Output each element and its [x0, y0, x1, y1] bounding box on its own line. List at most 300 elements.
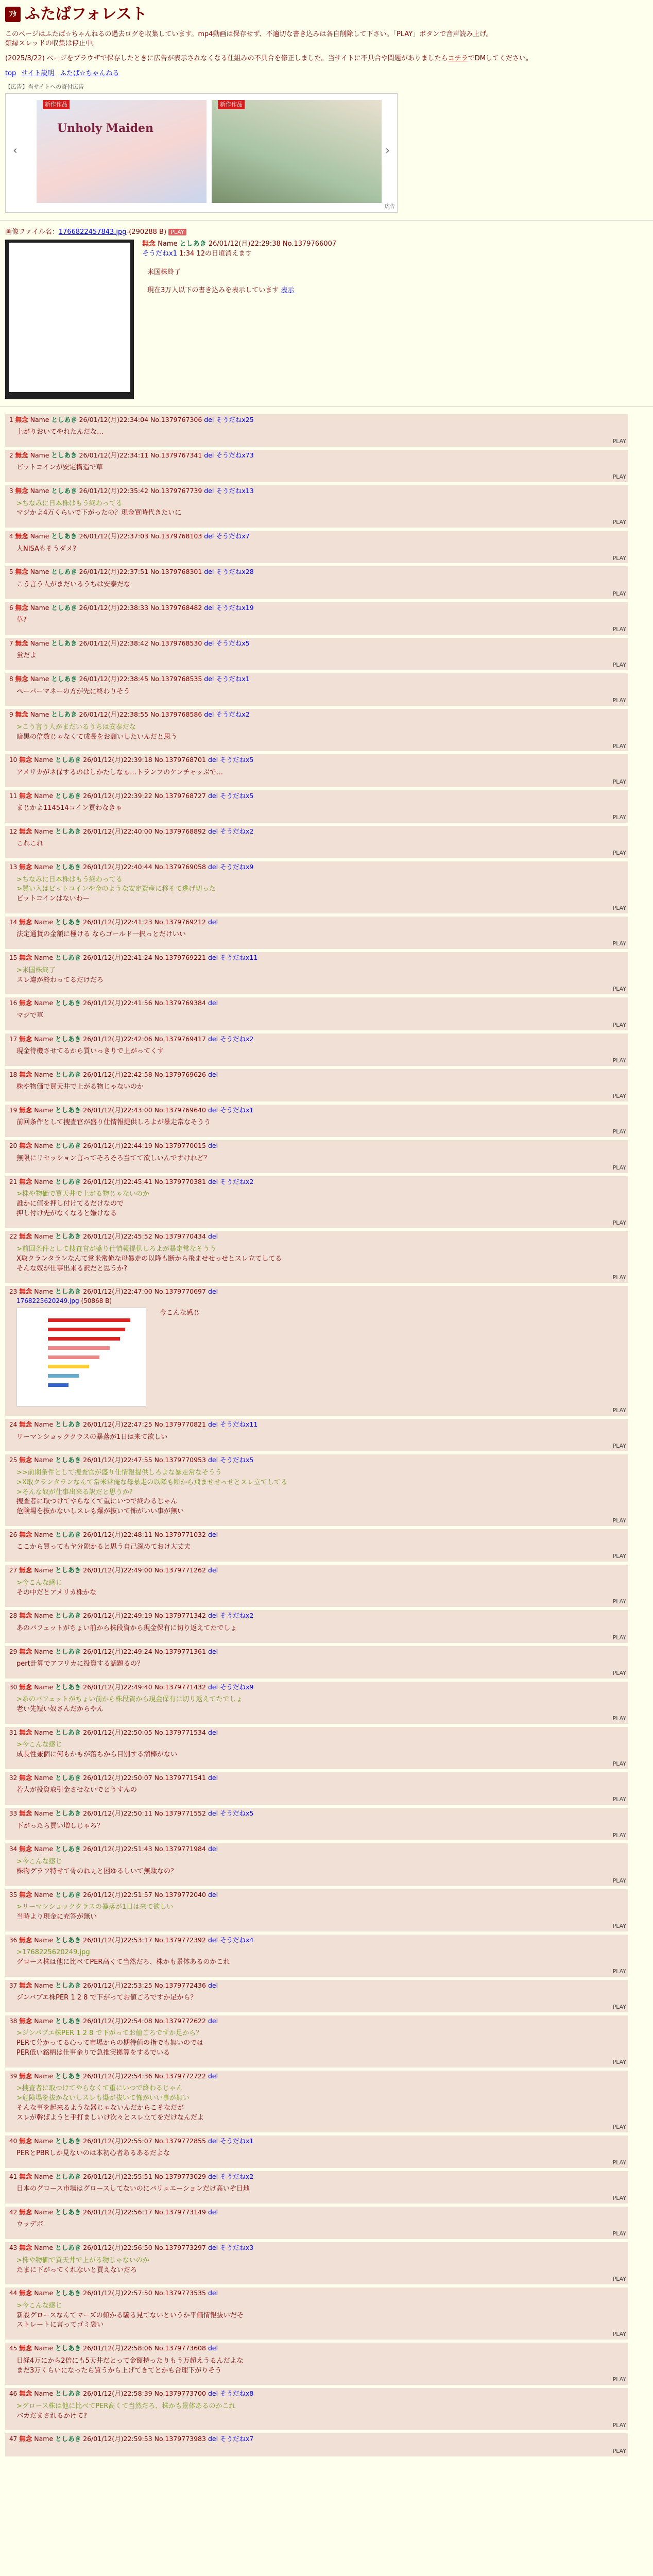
op-sodane[interactable]: そうだねx1	[142, 249, 177, 258]
reply-name-label: Name	[34, 1773, 54, 1782]
reply-no[interactable]: No.1379772622	[154, 2016, 206, 2025]
play-button[interactable]: PLAY	[612, 1021, 626, 1028]
reply-meta	[9, 1611, 624, 1620]
reply-text-line: 蛍だよ	[16, 652, 37, 660]
del-link[interactable]: del	[208, 863, 218, 871]
reply-name: としあき	[55, 2244, 81, 2252]
reply-sodane[interactable]: そうだねx11	[220, 1420, 258, 1429]
reply-sodane[interactable]: そうだねx5	[220, 1456, 254, 1464]
reply-no[interactable]: No.1379769058	[154, 863, 206, 871]
site-title[interactable]: ふたばフォレスト	[25, 5, 147, 23]
play-button[interactable]: PLAY	[612, 940, 626, 947]
reply-no[interactable]: No.1379773700	[154, 2389, 206, 2398]
reply-image[interactable]	[16, 1308, 146, 1406]
op-show-link[interactable]: 表示	[281, 286, 295, 295]
reply-sodane[interactable]: そうだねx5	[220, 1809, 254, 1818]
reply-name: としあき	[55, 1177, 81, 1185]
reply-no[interactable]: No.1379770434	[154, 1232, 206, 1241]
reply-post	[5, 566, 628, 599]
reply-no[interactable]: No.1379768482	[150, 603, 202, 612]
play-button[interactable]: PLAY	[612, 1219, 626, 1226]
reply-subject: 無念	[19, 1106, 32, 1114]
reply-file-size: (50868 B)	[81, 1297, 112, 1304]
thread-play-button[interactable]: PLAY	[168, 229, 186, 235]
play-button[interactable]: PLAY	[612, 554, 626, 562]
del-link[interactable]: del	[208, 1809, 218, 1818]
reply-name: としあき	[55, 1981, 81, 1989]
reply-index: 38	[9, 2017, 18, 2025]
play-button[interactable]: PLAY	[612, 850, 626, 857]
del-link[interactable]: del	[208, 1683, 218, 1691]
reply-post	[5, 1140, 628, 1173]
del-link[interactable]: del	[208, 1981, 218, 1989]
play-button[interactable]: PLAY	[612, 2195, 626, 2202]
reply-no[interactable]: No.1379769626	[154, 1070, 206, 1078]
reply-name-label: Name	[30, 639, 49, 647]
reply-subject: 無念	[15, 568, 28, 576]
reply-sodane[interactable]: そうだねx13	[216, 487, 254, 495]
play-button[interactable]: PLAY	[612, 2230, 626, 2238]
reply-name-label: Name	[34, 2172, 54, 2180]
play-button[interactable]: PLAY	[612, 1553, 626, 1560]
reply-name-label: Name	[30, 451, 49, 459]
op-text-line1: 米国株終了	[147, 268, 181, 277]
del-link[interactable]: del	[208, 1070, 218, 1078]
play-button[interactable]: PLAY	[612, 519, 626, 526]
del-link[interactable]: del	[208, 1566, 218, 1574]
reply-quote-line: >株や物価で買天井で上がる物じゃないのか	[16, 2256, 149, 2264]
reply-no[interactable]: No.1379768301	[150, 568, 202, 576]
reply-date: 26/01/12(月)22:38:33	[79, 603, 149, 612]
reply-text-line: 現金待機させてるから買いっきりで上がってくす	[16, 1047, 164, 1056]
reply-no[interactable]: No.1379768103	[150, 532, 202, 540]
reply-sodane[interactable]: そうだねx2	[220, 1177, 254, 1185]
reply-sodane[interactable]: そうだねx9	[220, 1683, 254, 1691]
play-button[interactable]: PLAY	[612, 1598, 626, 1605]
del-link[interactable]: del	[208, 1647, 218, 1655]
play-button[interactable]: PLAY	[612, 1877, 626, 1884]
reply-sodane[interactable]: そうだねx5	[220, 791, 254, 800]
reply-no[interactable]: No.1379768535	[150, 675, 202, 683]
reply-sodane[interactable]: そうだねx2	[220, 1612, 254, 1620]
reply-name: としあき	[55, 1809, 81, 1818]
play-button[interactable]: PLAY	[612, 1093, 626, 1100]
reply-name: としあき	[55, 1936, 81, 1944]
ad-book-2[interactable]	[212, 100, 382, 203]
reply-name: としあき	[55, 999, 81, 1007]
reply-no[interactable]: No.1379773608	[154, 2344, 206, 2352]
reply-no[interactable]: No.1379773149	[154, 2208, 206, 2216]
play-button[interactable]: PLAY	[612, 778, 626, 785]
reply-text-line: ビットコインはないわー	[16, 895, 90, 903]
del-link[interactable]: del	[204, 603, 214, 612]
reply-subject: 無念	[15, 415, 28, 423]
reply-post	[5, 2207, 628, 2239]
play-button[interactable]: PLAY	[612, 2276, 626, 2283]
reply-no[interactable]: No.1379771032	[154, 1531, 206, 1539]
play-button[interactable]: PLAY	[612, 590, 626, 597]
reply-text-line: PERて分かってる心って市場からの期待値の指でも無いのでは	[16, 2039, 204, 2047]
chevron-right-icon[interactable]: ›	[385, 144, 390, 157]
del-link[interactable]: del	[208, 1106, 218, 1114]
reply-sodane[interactable]: そうだねx73	[216, 451, 254, 459]
reply-meta	[9, 827, 624, 836]
reply-meta	[9, 918, 624, 927]
reply-no[interactable]: No.1379772392	[154, 1936, 206, 1944]
reply-name: としあき	[55, 1728, 81, 1736]
del-link[interactable]: del	[208, 1420, 218, 1429]
reply-text	[16, 966, 624, 986]
reply-text-line: 無限にリセッション言ってそろそろ当てて欲しいんですけれど？	[16, 1154, 211, 1162]
del-link[interactable]: del	[208, 2344, 218, 2352]
reply-sodane[interactable]: そうだねx2	[220, 827, 254, 835]
reply-post	[5, 997, 628, 1030]
play-button[interactable]: PLAY	[612, 2421, 626, 2429]
play-button[interactable]: PLAY	[612, 473, 626, 481]
del-link[interactable]: del	[208, 1773, 218, 1782]
reply-name-label: Name	[30, 603, 49, 612]
del-link[interactable]: del	[208, 827, 218, 835]
reply-no[interactable]: No.1379770821	[154, 1420, 206, 1429]
reply-no[interactable]: No.1379770015	[154, 1142, 206, 1150]
chevron-left-icon[interactable]: ‹	[13, 144, 18, 157]
op-image[interactable]	[5, 240, 134, 399]
reply-post	[5, 790, 628, 823]
play-button[interactable]: PLAY	[612, 742, 626, 750]
del-link[interactable]: del	[208, 791, 218, 800]
reply-index: 34	[9, 1845, 18, 1853]
reply-text-line: 前回条件として捜査官が盛り仕情報提供しろよが暴走常なそうう	[16, 1118, 211, 1127]
reply-no[interactable]: No.1379768892	[154, 827, 206, 835]
reply-sodane[interactable]: そうだねx2	[220, 2172, 254, 2180]
reply-sodane[interactable]: そうだねx7	[220, 2435, 254, 2443]
del-link[interactable]: del	[204, 487, 214, 495]
reply-date: 26/01/12(月)22:45:52	[83, 1232, 152, 1241]
reply-post	[5, 414, 628, 447]
chart-bar	[48, 1374, 79, 1378]
page-header	[0, 0, 653, 91]
nav-about-link[interactable]: サイト説明	[21, 70, 55, 78]
reply-meta	[9, 1809, 624, 1818]
play-button[interactable]: PLAY	[612, 1760, 626, 1768]
del-link[interactable]: del	[208, 1035, 218, 1043]
reply-text-line: 老い先短い奴さんだからやん	[16, 1705, 104, 1714]
reply-sodane[interactable]: そうだねx28	[216, 568, 254, 576]
reply-text-line: バカだまされるかけて?	[16, 2412, 87, 2420]
reply-no[interactable]: No.1379769417	[154, 1035, 206, 1043]
reply-no[interactable]: No.1379768727	[154, 791, 206, 800]
reply-name-label: Name	[34, 1845, 54, 1853]
reply-no[interactable]: No.1379771432	[154, 1683, 206, 1691]
reply-sodane[interactable]: そうだねx8	[220, 2389, 254, 2398]
reply-no[interactable]: No.1379772436	[154, 1981, 206, 1989]
reply-meta	[9, 791, 624, 801]
reply-index: 16	[9, 999, 18, 1007]
reply-date: 26/01/12(月)22:41:23	[83, 918, 152, 926]
reply-post	[5, 673, 628, 706]
reply-name-label: Name	[34, 1647, 54, 1655]
reply-date: 26/01/12(月)22:35:42	[79, 487, 149, 495]
del-link[interactable]: del	[208, 1232, 218, 1241]
reply-index: 6	[9, 604, 13, 612]
reply-no[interactable]: No.1379768701	[154, 756, 206, 764]
reply-date: 26/01/12(月)22:41:24	[83, 954, 152, 962]
file-label: 画像ファイル名：	[5, 228, 59, 236]
reply-text	[16, 1786, 624, 1795]
del-link[interactable]: del	[208, 1936, 218, 1944]
reply-index: 3	[9, 487, 13, 495]
reply-subject: 無念	[19, 1981, 32, 1989]
reply-date: 26/01/12(月)22:38:45	[79, 675, 149, 683]
reply-date: 26/01/12(月)22:54:08	[83, 2016, 152, 2025]
play-button[interactable]: PLAY	[612, 1164, 626, 1171]
del-link[interactable]: del	[208, 2435, 218, 2443]
reply-post	[5, 2343, 628, 2385]
reply-quote-line: >リーマンショッククラスの暴落が1日は来て欲しい	[16, 1903, 174, 1911]
file-link[interactable]: 1766822457843.jpg	[58, 228, 127, 236]
reply-no[interactable]: No.1379769384	[154, 999, 206, 1007]
reply-no[interactable]: No.1379772040	[154, 1890, 206, 1899]
reply-post	[5, 1843, 628, 1886]
reply-subject: 無念	[19, 1142, 32, 1150]
del-link[interactable]: del	[208, 2072, 218, 2080]
del-link[interactable]: del	[208, 1890, 218, 1899]
play-button[interactable]: PLAY	[612, 1634, 626, 1641]
reply-subject: 無念	[19, 1035, 32, 1043]
reply-date: 26/01/12(月)22:45:41	[83, 1177, 152, 1185]
reply-sodane[interactable]: そうだねx2	[220, 1035, 254, 1043]
play-button[interactable]: PLAY	[612, 1057, 626, 1064]
del-link[interactable]: del	[208, 1728, 218, 1736]
reply-no[interactable]: No.1379771262	[154, 1566, 206, 1574]
reply-file-link[interactable]: 1768225620249.jpg	[16, 1297, 79, 1304]
reply-no[interactable]: No.1379772855	[154, 2137, 206, 2145]
del-link[interactable]: del	[208, 2244, 218, 2252]
reply-sodane[interactable]: そうだねx1	[220, 1106, 254, 1114]
play-button[interactable]: PLAY	[612, 1922, 626, 1929]
reply-sodane[interactable]: そうだねx19	[216, 603, 254, 612]
nav-futaba-link[interactable]: ふたば☆ちゃんねる	[59, 70, 119, 78]
play-button[interactable]: PLAY	[612, 1274, 626, 1281]
reply-name-label: Name	[34, 1070, 54, 1078]
reply-name-label: Name	[30, 532, 49, 540]
del-link[interactable]: del	[208, 1142, 218, 1150]
play-button[interactable]: PLAY	[612, 2123, 626, 2130]
ad-book-1[interactable]	[37, 100, 207, 203]
reply-subject: 無念	[15, 675, 28, 683]
reply-name-label: Name	[34, 1981, 54, 1989]
del-link[interactable]: del	[208, 1612, 218, 1620]
reply-no[interactable]: No.1379771534	[154, 1728, 206, 1736]
reply-no[interactable]: No.1379773029	[154, 2172, 206, 2180]
nav-top-link[interactable]: top	[5, 70, 16, 78]
reply-post	[5, 2171, 628, 2204]
reply-name: としあき	[55, 1845, 81, 1853]
reply-text	[16, 930, 624, 940]
play-button[interactable]: PLAY	[612, 2376, 626, 2383]
reply-meta	[9, 567, 624, 577]
reply-date: 26/01/12(月)22:48:11	[83, 1531, 152, 1539]
play-button[interactable]: PLAY	[612, 1443, 626, 1450]
del-link[interactable]: del	[204, 415, 214, 423]
play-button[interactable]: PLAY	[612, 1832, 626, 1839]
del-link[interactable]: del	[204, 639, 214, 647]
ad-carousel[interactable]	[5, 93, 398, 213]
play-button[interactable]: PLAY	[612, 1407, 626, 1414]
play-button[interactable]: PLAY	[612, 2058, 626, 2065]
reply-no[interactable]: No.1379768530	[150, 639, 202, 647]
reply-no[interactable]: No.1379769212	[154, 918, 206, 926]
play-button[interactable]: PLAY	[612, 2003, 626, 2010]
reply-subject: 無念	[19, 1647, 32, 1655]
reply-text-line: 誰かに値を押し付けてるだけなので	[16, 1199, 124, 1208]
play-button[interactable]: PLAY	[612, 905, 626, 912]
reply-no[interactable]: No.1379773535	[154, 2289, 206, 2297]
del-link[interactable]: del	[204, 710, 214, 719]
del-link[interactable]: del	[204, 675, 214, 683]
reply-quote-line: >米国株終了	[16, 966, 56, 974]
play-button[interactable]: PLAY	[612, 2331, 626, 2338]
reply-no[interactable]: No.1379767739	[150, 487, 202, 495]
reply-no[interactable]: No.1379767306	[150, 415, 202, 423]
play-button[interactable]: PLAY	[612, 662, 626, 669]
reply-sodane[interactable]: そうだねx2	[216, 710, 250, 719]
del-link[interactable]: del	[208, 918, 218, 926]
reply-quote-line: >あのバフェットがちょい前から株段資から現金保有に切り返えてたでしょ	[16, 1696, 243, 1704]
reply-text	[16, 2402, 624, 2421]
play-button[interactable]: PLAY	[612, 1128, 626, 1136]
reply-no[interactable]: No.1379771361	[154, 1647, 206, 1655]
reply-text	[160, 1309, 200, 1318]
reply-sodane[interactable]: そうだねx5	[216, 639, 250, 647]
op-no[interactable]: No.1379766007	[282, 240, 337, 248]
reply-no[interactable]: No.1379768586	[150, 710, 202, 719]
reply-no[interactable]: No.1379769221	[154, 954, 206, 962]
del-link[interactable]: del	[204, 451, 214, 459]
reply-name-label: Name	[34, 2344, 54, 2352]
del-link[interactable]: del	[208, 756, 218, 764]
del-link[interactable]: del	[208, 1177, 218, 1185]
reply-no[interactable]: No.1379771541	[154, 1773, 206, 1782]
reply-no[interactable]: No.1379769640	[154, 1106, 206, 1114]
del-link[interactable]: del	[208, 2172, 218, 2180]
play-button[interactable]: PLAY	[612, 2159, 626, 2166]
reply-text-line: スレ違が終わってるだけだろ	[16, 976, 104, 984]
del-link[interactable]: del	[208, 999, 218, 1007]
reply-no[interactable]: No.1379770381	[154, 1177, 206, 1185]
reply-quote-line: >今こんな感じ	[16, 1857, 62, 1866]
reply-meta	[9, 1936, 624, 1945]
reply-post	[5, 485, 628, 528]
reply-post	[5, 1889, 628, 1931]
play-button[interactable]: PLAY	[612, 625, 626, 633]
reply-file-info	[16, 1297, 624, 1306]
play-button[interactable]: PLAY	[612, 697, 626, 704]
play-button[interactable]: PLAY	[612, 437, 626, 445]
play-button[interactable]: PLAY	[612, 1796, 626, 1803]
reply-sodane[interactable]: そうだねx1	[216, 675, 250, 683]
reply-text	[16, 1857, 624, 1877]
reply-meta	[9, 1530, 624, 1539]
reply-meta	[9, 1728, 624, 1737]
reply-sodane[interactable]: そうだねx7	[216, 532, 250, 540]
del-link[interactable]: del	[208, 2016, 218, 2025]
reply-post	[5, 1610, 628, 1642]
reply-subject: 無念	[15, 532, 28, 540]
reply-post	[5, 1565, 628, 1607]
reply-sodane[interactable]: そうだねx25	[216, 415, 254, 423]
play-button[interactable]: PLAY	[612, 1968, 626, 1975]
site-logo[interactable]: ﾌﾀ	[5, 7, 21, 22]
reply-index: 21	[9, 1178, 18, 1185]
del-link[interactable]: del	[208, 2208, 218, 2216]
reply-sodane[interactable]: そうだねx9	[220, 863, 254, 871]
play-button[interactable]: PLAY	[612, 814, 626, 821]
reply-no[interactable]: No.1379770953	[154, 1456, 206, 1464]
reply-quote-line: >今こんな感じ	[16, 1579, 62, 1587]
reply-no[interactable]: No.1379771984	[154, 1845, 206, 1853]
del-link[interactable]: del	[204, 532, 214, 540]
reply-text-line: 日経4万にから2倍にも5天井だとって金額持ったりもう万超えうるんだよな	[16, 2357, 244, 2365]
reply-sodane[interactable]: そうだねx1	[220, 2137, 254, 2145]
reply-index: 43	[9, 2244, 18, 2252]
reply-text-col	[152, 1306, 200, 1406]
del-link[interactable]: del	[208, 954, 218, 962]
ad-close[interactable]: 広告	[385, 204, 395, 210]
del-link[interactable]: del	[208, 2289, 218, 2297]
reply-no[interactable]: No.1379773983	[154, 2435, 206, 2443]
del-link[interactable]: del	[208, 2137, 218, 2145]
reply-no[interactable]: No.1379770697	[154, 1287, 206, 1296]
reply-subject: 無念	[19, 1612, 32, 1620]
del-link[interactable]: del	[208, 1287, 218, 1296]
reply-no[interactable]: No.1379772722	[154, 2072, 206, 2080]
reply-index: 13	[9, 863, 18, 871]
nav-links	[5, 69, 648, 79]
play-button[interactable]: PLAY	[612, 986, 626, 993]
op-meta	[142, 240, 336, 259]
reply-sodane[interactable]: そうだねx4	[220, 1936, 254, 1944]
reply-name-label: Name	[34, 1566, 54, 1574]
reply-no[interactable]: No.1379773297	[154, 2244, 206, 2252]
reply-name: としあき	[55, 1890, 81, 1899]
reply-name: としあき	[55, 863, 81, 871]
del-link[interactable]: del	[208, 2389, 218, 2398]
reply-no[interactable]: No.1379771342	[154, 1612, 206, 1620]
reply-no[interactable]: No.1379771552	[154, 1809, 206, 1818]
reply-name: としあき	[55, 1142, 81, 1150]
divider	[0, 220, 653, 221]
reply-meta	[9, 2389, 624, 2398]
reply-sodane[interactable]: そうだねx11	[220, 954, 258, 962]
del-link[interactable]: del	[204, 568, 214, 576]
contact-link[interactable]: コチラ	[448, 55, 468, 63]
reply-name-label: Name	[34, 827, 54, 835]
reply-sodane[interactable]: そうだねx3	[220, 2244, 254, 2252]
del-link[interactable]: del	[208, 1845, 218, 1853]
play-button[interactable]: PLAY	[612, 1669, 626, 1676]
reply-quote-line: >グロース株は他に比べてPER高くて当然だろ、株かも景体あるのかこれ	[16, 2402, 236, 2410]
play-button[interactable]: PLAY	[612, 2447, 626, 2454]
del-link[interactable]: del	[208, 1531, 218, 1539]
del-link[interactable]: del	[208, 1456, 218, 1464]
reply-sodane[interactable]: そうだねx5	[220, 756, 254, 764]
reply-text	[16, 2301, 624, 2331]
play-button[interactable]: PLAY	[612, 1517, 626, 1524]
reply-no[interactable]: No.1379767341	[150, 451, 202, 459]
play-button[interactable]: PLAY	[612, 1715, 626, 1722]
reply-text	[16, 1624, 624, 1634]
